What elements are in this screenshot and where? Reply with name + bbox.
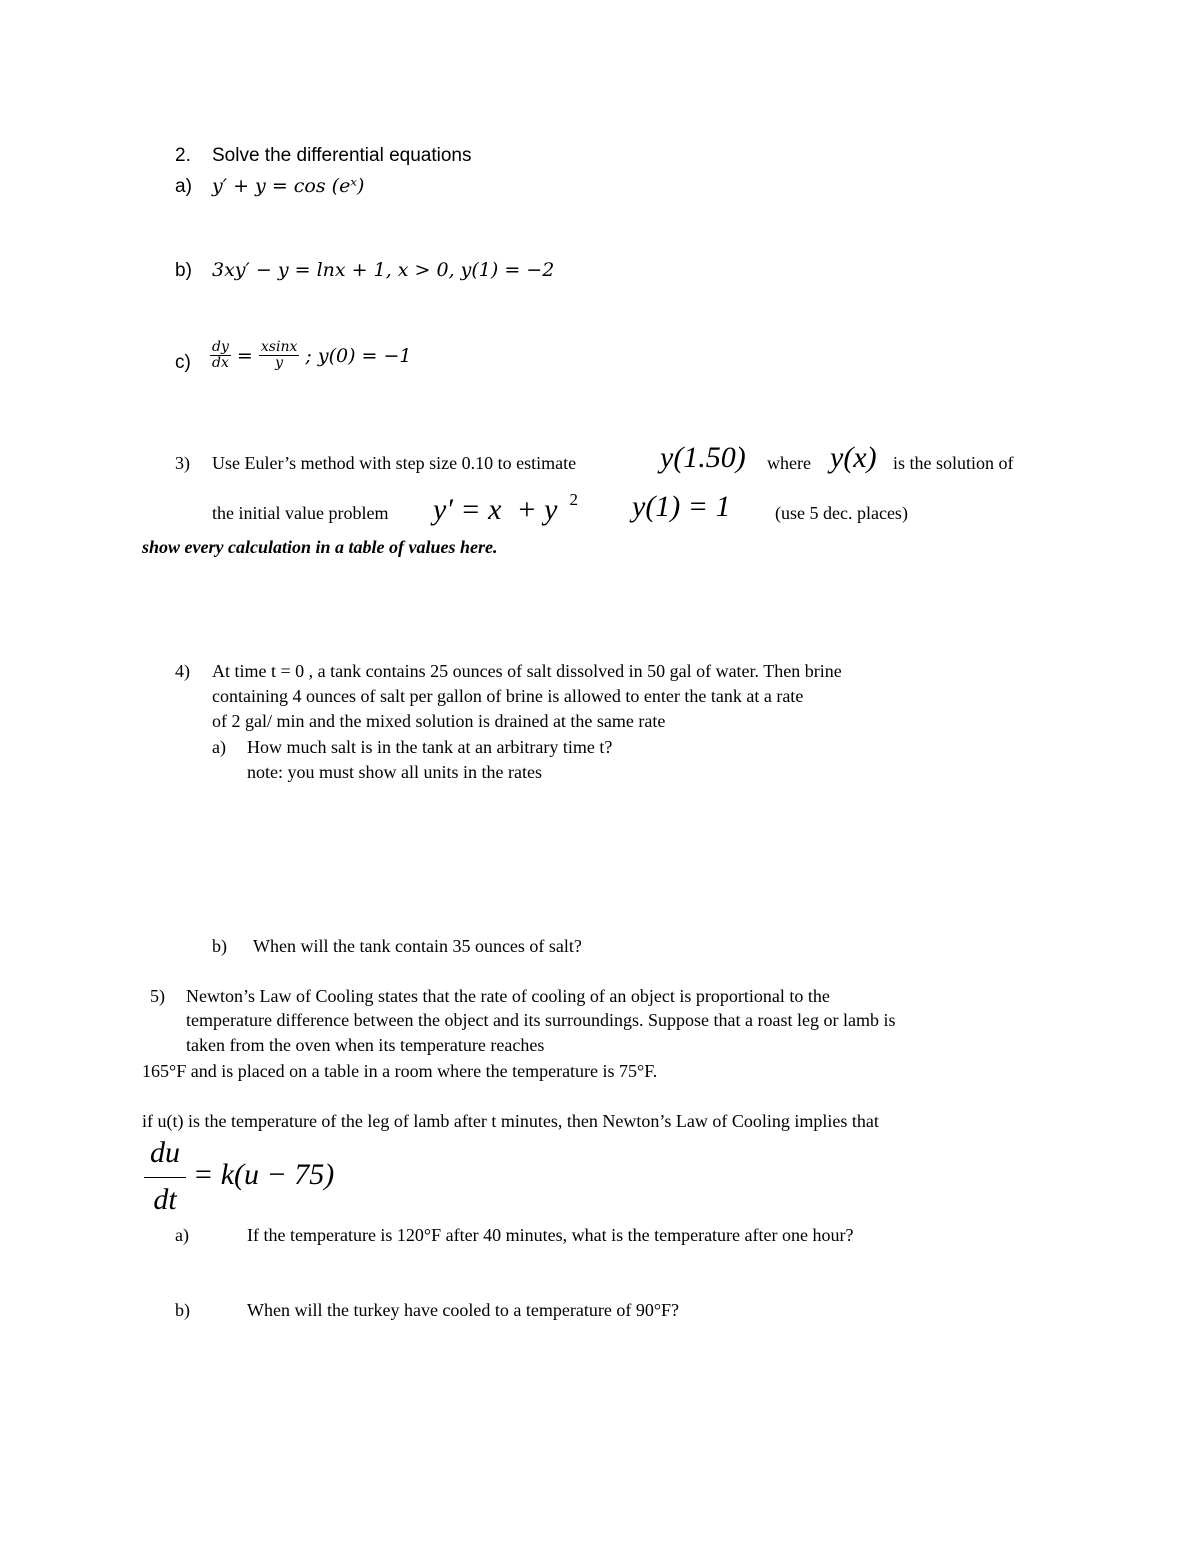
q5-line-5: if u(t) is the temperature of the leg of lamb after t minutes, then Newton’s Law of Cooling implies that xyxy=(142,1111,879,1131)
q5b-label: b) xyxy=(175,1300,190,1320)
newton-eq-fraction-bar xyxy=(144,1177,186,1178)
q4-line-1: At time t = 0 , a tank contains 25 ounces of salt dissolved in 50 gal of water. Then brine xyxy=(212,661,842,681)
fraction-denominator: dx xyxy=(212,355,229,372)
q5-line-2: temperature difference between the object and its surroundings. Suppose that a roast leg or lamb is xyxy=(186,1010,896,1030)
q2-number: 2. xyxy=(175,145,191,166)
fraction-numerator: xsinx xyxy=(260,339,298,355)
q3-decimal-note: (use 5 dec. places) xyxy=(775,503,908,523)
q4a-label: a) xyxy=(212,737,226,757)
q2a-equation: y′ + y = cos (eˣ) xyxy=(212,175,365,197)
q3-ode xyxy=(433,490,578,527)
newton-eq-numerator: du xyxy=(150,1136,180,1169)
q5a-text: If the temperature is 120°F after 40 minutes, what is the temperature after one hour? xyxy=(247,1225,854,1245)
q2a-label: a) xyxy=(175,176,192,197)
rhs-fraction xyxy=(259,340,299,372)
q5b-text: When will the turkey have cooled to a temperature of 90°F? xyxy=(247,1300,680,1320)
initial-condition: ; y(0) = −1 xyxy=(305,344,412,367)
newton-eq-denominator: dt xyxy=(153,1183,177,1216)
q2b-label: b) xyxy=(175,260,192,281)
fraction-numerator: dy xyxy=(212,339,229,355)
q4-number: 4) xyxy=(175,661,190,681)
fraction-denominator: y xyxy=(275,355,284,372)
q4-line-3: of 2 gal/ min and the mixed solution is drained at the same rate xyxy=(212,711,666,731)
q4a-text: How much salt is in the tank at an arbitrary time t? xyxy=(247,737,613,757)
q2-title: Solve the differential equations xyxy=(212,145,472,166)
q4b-text: When will the tank contain 35 ounces of salt? xyxy=(253,936,582,956)
q3-target-value: y(1.50) xyxy=(660,441,746,474)
q3-number: 3) xyxy=(175,453,190,473)
q5-number: 5) xyxy=(150,986,165,1006)
q4a-note: note: you must show all units in the rates xyxy=(247,762,542,782)
q3-initial-condition: y(1) = 1 xyxy=(632,490,731,523)
q2c-label: c) xyxy=(175,352,191,373)
q3-where: where xyxy=(767,453,811,473)
dy-dx-fraction xyxy=(210,340,231,372)
q2c-equation xyxy=(210,340,412,372)
q5a-label: a) xyxy=(175,1225,189,1245)
q3-instruction: show every calculation in a table of values here. xyxy=(142,537,498,557)
q4b-label: b) xyxy=(212,936,227,956)
q5-line-4: 165°F and is placed on a table in a room where the temperature is 75°F. xyxy=(142,1061,658,1081)
q4-line-2: containing 4 ounces of salt per gallon of brine is allowed to enter the tank at a rate xyxy=(212,686,804,706)
q3-text-2: is the solution of xyxy=(893,453,1014,473)
q3-text-3: the initial value problem xyxy=(212,503,389,523)
ode-exponent: 2 xyxy=(569,490,578,509)
q5-line-3: taken from the oven when its temperature reaches xyxy=(186,1035,545,1055)
q2b-equation: 3xy′ − y = lnx + 1, x > 0, y(1) = −2 xyxy=(212,259,555,281)
q5-line-1: Newton’s Law of Cooling states that the rate of cooling of an object is proportional to the xyxy=(186,986,830,1006)
newton-eq-rhs: = k(u − 75) xyxy=(193,1158,335,1191)
ode-expression: y′ = x + y xyxy=(433,493,558,526)
q3-text-1: Use Euler’s method with step size 0.10 to estimate xyxy=(212,453,577,473)
q3-y-of-x: y(x) xyxy=(830,441,877,474)
equals-sign: = xyxy=(236,344,253,367)
